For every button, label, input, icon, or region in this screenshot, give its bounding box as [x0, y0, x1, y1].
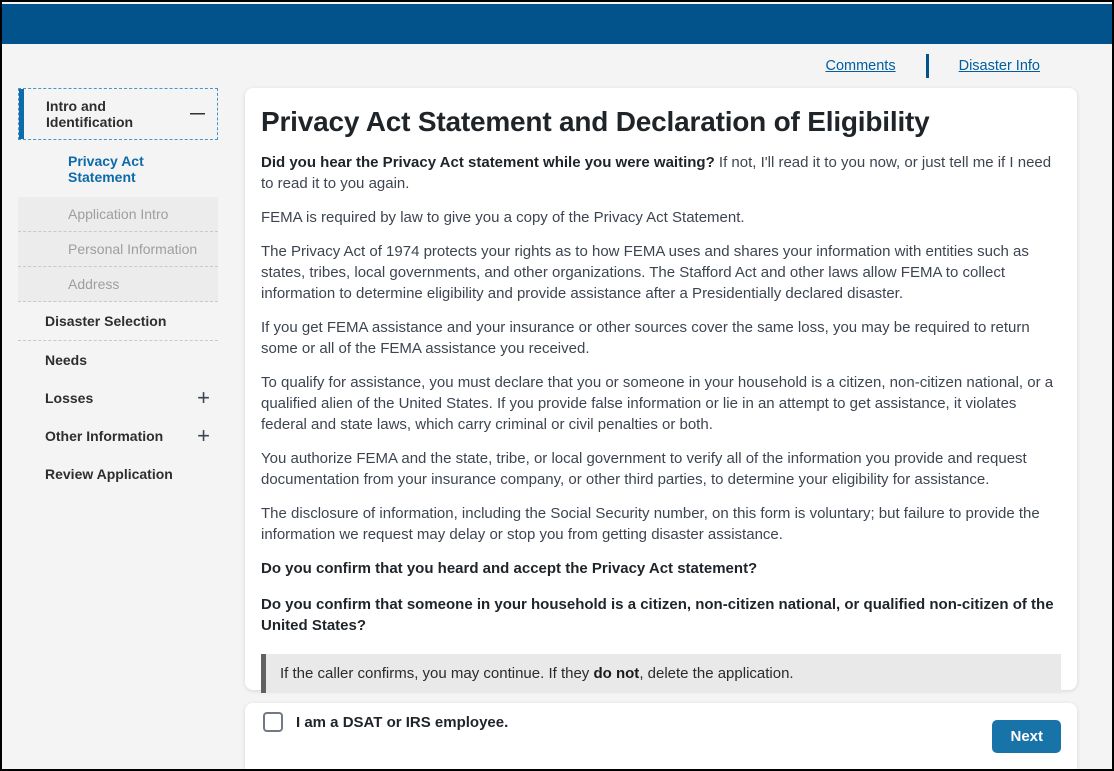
lead-rest: If not, I'll read it to you now, or just tell me if I need to read it to you again. — [261, 154, 1052, 192]
lead-question: Did you hear the Privacy Act statement while you were waiting? — [261, 154, 715, 171]
callout-text: , delete the application. — [639, 665, 794, 682]
paragraph: You authorize FEMA and the state, tribe, or local government to verify all of the information you provide and request documentation from your insurance company, or other third parties, to determine your eligibility for assistance. — [261, 450, 1027, 488]
sidebar-item-label: Needs — [45, 352, 88, 368]
sidebar-group-label: Intro and Identification — [46, 98, 134, 130]
paragraph: If you get FEMA assistance and your insurance or other sources cover the same loss, you may be required to return some or all of the FEMA assistance you received. — [261, 319, 1030, 357]
sidebar-item-disaster-selection[interactable] — [18, 302, 218, 341]
callout-bold-text: do not — [593, 665, 640, 682]
question-privacy-act: Do you confirm that you heard and accept the Privacy Act statement? — [261, 560, 758, 577]
dsat-irs-employee-label[interactable]: I am a DSAT or IRS employee. — [296, 713, 509, 731]
disaster-info-link[interactable]: Disaster Info — [958, 58, 1040, 74]
sidebar-item-needs[interactable] — [18, 341, 218, 379]
sidebar-item-review-application[interactable] — [18, 455, 218, 493]
dsat-irs-employee-checkbox[interactable] — [263, 712, 283, 732]
next-button[interactable]: Next — [992, 720, 1061, 753]
progress-sidebar — [18, 88, 218, 493]
expand-plus-icon[interactable]: + — [197, 385, 210, 410]
expand-plus-icon[interactable]: + — [197, 423, 210, 448]
collapse-minus-icon[interactable]: — — [190, 105, 205, 122]
paragraph: FEMA is required by law to give you a copy of the Privacy Act Statement. — [261, 209, 745, 226]
paragraph: The disclosure of information, including the Social Security number, on this form is voluntary; but failure to provide the information we request may delay or stop you from getting disaster assistance. — [261, 505, 1040, 543]
content-panel — [245, 88, 1077, 731]
sidebar-item-address: Address — [18, 267, 218, 302]
paragraph: The Privacy Act of 1974 protects your rights as to how FEMA uses and shares your information with entities such as states, tribes, local governments, and other organizations. The Stafford Act and other laws allow FEMA to collect information to determine eligibility and provide assistance after a Presidentially declared disaster. — [261, 243, 1029, 302]
sidebar-item-losses[interactable] — [18, 379, 218, 417]
sidebar-item-privacy-act-statement[interactable]: Privacy Act Statement — [68, 153, 144, 185]
sidebar-item-application-intro: Application Intro — [18, 197, 218, 232]
page-title: Privacy Act Statement and Declaration of Eligibility — [261, 106, 930, 137]
sidebar-item-intro-and-identification[interactable] — [18, 88, 218, 140]
utility-divider — [926, 54, 929, 78]
sidebar-item-label: Disaster Selection — [45, 313, 167, 329]
sidebar-item-label: Other Information — [45, 428, 164, 444]
paragraph: To qualify for assistance, you must declare that you or someone in your household is a citizen, non-citizen national, or a qualified alien of the United States. If you provide false information or lie in an attempt to get assistance, it violates federal and state laws, which carry criminal or civil penalties or both. — [261, 374, 1054, 433]
comments-link[interactable]: Comments — [825, 58, 896, 74]
callout-text: If the caller confirms, you may continue. If they — [280, 665, 594, 682]
sidebar-item-personal-information: Personal Information — [18, 232, 218, 267]
lead-paragraph — [261, 152, 1061, 194]
sidebar-item-other-information[interactable] — [18, 417, 218, 455]
utility-link-row — [2, 44, 1112, 88]
agent-instruction-callout — [261, 654, 1061, 693]
question-citizenship: Do you confirm that someone in your household is a citizen, non-citizen national, or qualified non-citizen of the United States? — [261, 596, 1054, 634]
app-header-bar — [2, 4, 1112, 44]
sidebar-item-label: Losses — [45, 390, 94, 406]
sidebar-item-label: Review Application — [45, 466, 173, 482]
